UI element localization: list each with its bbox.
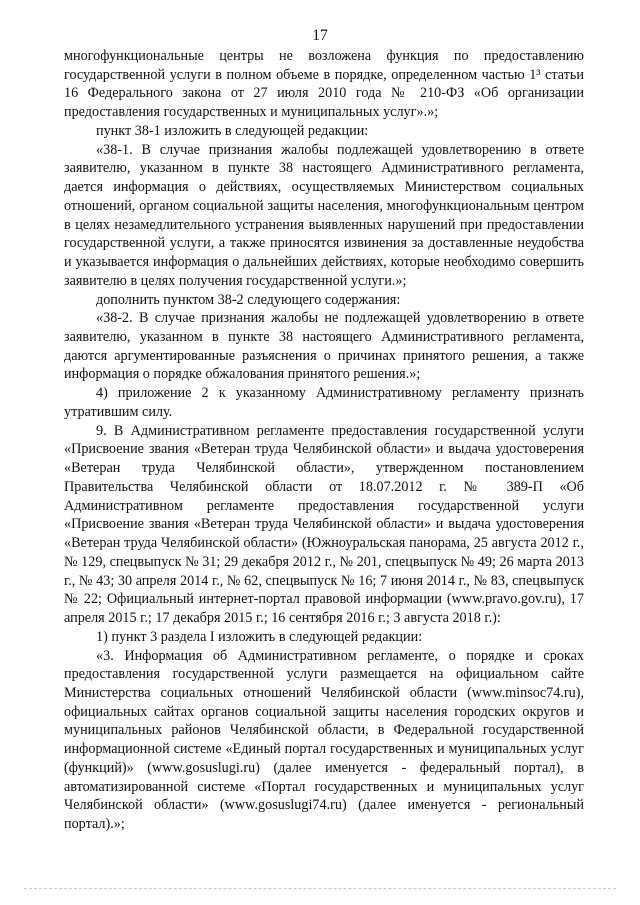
paragraph: 1) пункт 3 раздела I изложить в следующей редакции: (96, 628, 423, 645)
paragraph: 4) приложение 2 к указанному Административному регламенту признать утратившим силу. (64, 385, 584, 420)
paragraph: пункт 38-1 изложить в следующей редакции: (96, 122, 369, 139)
page-number: 17 (312, 27, 328, 44)
paragraph: «38-1. В случае признания жалобы подлежащей удовлетворению в ответе заявителю, указанном в пункте 38 настоящего Административного регламента, дается информация о действиях, осуществляемых Министерством социальных отношений, органом социальной защиты населения, многофункциональным центром в целях незамедлительного устранения выявленных нарушений при предоставлении государственной услуги, а также приносятся извинения за доставленные неудобства и указывается информация о дальнейших действиях, которые необходимо совершить заявителю в целях получения государственной услуги.»; (64, 141, 584, 289)
page-bottom-divider (24, 888, 616, 889)
paragraph: 9. В Административном регламенте предоставления государственной услуги «Присвоение звания «Ветеран труда Челябинской области» и выдача удостоверения «Ветеран труда Челябинской области», утвержденном постановлением Правительства Челябинской области от 18.07.2012 г. № 389-П «Об Административном регламенте предоставления государственной услуги «Присвоение звания «Ветеран труда Челябинской области» и выдача удостоверения «Ветеран труда Челябинской области» (Южноуральская панорама, 25 августа 2012 г., № 129, спецвыпуск № 31; 29 декабря 2012 г., № 201, спецвыпуск № 49; 26 марта 2013 г., № 43; 30 апреля 2014 г., № 62, спецвыпуск № 16; 7 июня 2014 г., № 83, спецвыпуск № 22; Официальный интернет-портал правовой информации (www.pravo.gov.ru), 17 апреля 2015 г.; 17 декабря 2015 г.; 16 сентября 2016 г.; 3 августа 2018 г.): (64, 422, 584, 627)
paragraph: «38-2. В случае признания жалобы не подлежащей удовлетворению в ответе заявителю, указанном в пункте 38 настоящего Административного регламента, даются аргументированные разъяснения о причинах принятого решения, а также информация о порядке обжалования принятого решения.»; (64, 310, 584, 383)
document-body (64, 47, 584, 834)
paragraph: многофункциональные центры не возложена функция по предоставлению государственной услуги в полном объеме в порядке, определенном частью 1³ статьи 16 Федерального закона от 27 июля 2010 года № 210-ФЗ «Об организации предоставления государственных и муниципальных услуг».»; (64, 48, 584, 121)
paragraph: дополнить пунктом 38-2 следующего содержания: (96, 291, 401, 308)
paragraph: «3. Информация об Административном регламенте, о порядке и сроках предоставления государственной услуги размещается на официальном сайте Министерства социальных отношений Челябинской области (www.minsoc74.ru), официальных сайтах органов социальной защиты населения городских округов и муниципальных районов Челябинской области, в Федеральной государственной информационной системе «Единый портал государственных и муниципальных услуг (функций)» (www.gosuslugi.ru) (далее именуется - федеральный портал), в автоматизированной системе «Портал государственных и муниципальных услуг Челябинской области» (www.gosuslugi74.ru) (далее именуется - региональный портал).»; (64, 647, 584, 833)
